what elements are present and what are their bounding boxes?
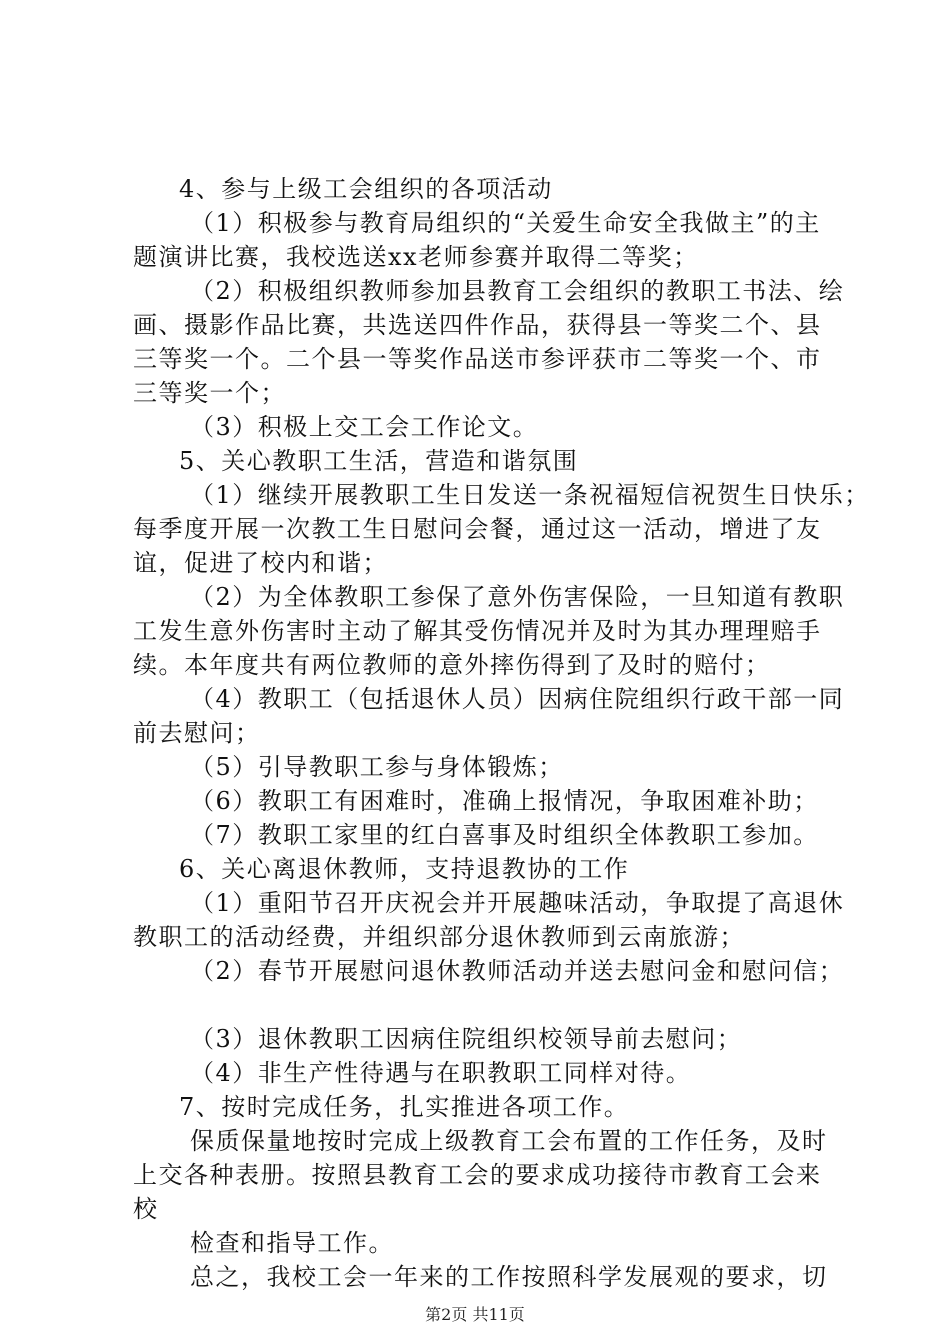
paragraph-line: 谊，促进了校内和谐；: [133, 549, 388, 577]
page-footer: 第2页 共11页: [425, 1305, 525, 1324]
section-heading-7: 7、按时完成任务，扎实推进各项工作。: [179, 1093, 630, 1121]
paragraph-line: 总之，我校工会一年来的工作按照科学发展观的要求，切: [190, 1263, 828, 1291]
paragraph-line: 上交各种表册。按照县教育工会的要求成功接待市教育工会来: [133, 1161, 822, 1189]
paragraph-line: 画、摄影作品比赛，共选送四件作品，获得县一等奖二个、县: [133, 311, 822, 339]
paragraph-line: （4）非生产性待遇与在职教职工同样对待。: [190, 1059, 692, 1087]
paragraph-line: 题演讲比赛，我校选送xx老师参赛并取得二等奖；: [133, 243, 699, 271]
section-heading-4: 4、参与上级工会组织的各项活动: [179, 175, 553, 203]
paragraph-line: 工发生意外伤害时主动了解其受伤情况并及时为其办理理赔手: [133, 617, 822, 645]
paragraph-line: 续。本年度共有两位教师的意外摔伤得到了及时的赔付；: [133, 651, 771, 679]
paragraph-line: 每季度开展一次教工生日慰问会餐，通过这一活动，增进了友: [133, 515, 822, 543]
paragraph-line: （7）教职工家里的红白喜事及时组织全体教职工参加。: [190, 821, 819, 849]
section-heading-5: 5、关心教职工生活，营造和谐氛围: [179, 447, 579, 475]
paragraph-line: 保质保量地按时完成上级教育工会布置的工作任务，及时: [190, 1127, 828, 1155]
paragraph-line: （1）积极参与教育局组织的“关爱生命安全我做主”的主: [190, 209, 821, 237]
paragraph-line: 校: [133, 1195, 159, 1223]
paragraph-line: （3）积极上交工会工作论文。: [190, 413, 539, 441]
paragraph-line: 前去慰问；: [133, 719, 261, 747]
paragraph-line: 三等奖一个。二个县一等奖作品送市参评获市二等奖一个、市: [133, 345, 822, 373]
paragraph-line: 三等奖一个；: [133, 379, 286, 407]
paragraph-line: （6）教职工有困难时，准确上报情况，争取困难补助；: [190, 787, 819, 815]
paragraph-line: （1）重阳节召开庆祝会并开展趣味活动，争取提了高退休: [190, 889, 845, 917]
paragraph-line: （3）退休教职工因病住院组织校领导前去慰问；: [190, 1025, 743, 1053]
section-heading-6: 6、关心离退休教师，支持退教协的工作: [179, 855, 630, 883]
paragraph-line: （2）积极组织教师参加县教育工会组织的教职工书法、绘: [190, 277, 845, 305]
paragraph-line: 教职工的活动经费，并组织部分退休教师到云南旅游；: [133, 923, 745, 951]
paragraph-line: （2）春节开展慰问退休教师活动并送去慰问金和慰问信；: [190, 957, 845, 985]
paragraph-line: （4）教职工（包括退休人员）因病住院组织行政干部一同: [190, 685, 845, 713]
paragraph-line: （1）继续开展教职工生日发送一条祝福短信祝贺生日快乐；: [190, 481, 870, 509]
paragraph-line: （2）为全体教职工参保了意外伤害保险，一旦知道有教职: [190, 583, 845, 611]
paragraph-line: 检查和指导工作。: [190, 1229, 394, 1257]
paragraph-line: （5）引导教职工参与身体锻炼；: [190, 753, 564, 781]
